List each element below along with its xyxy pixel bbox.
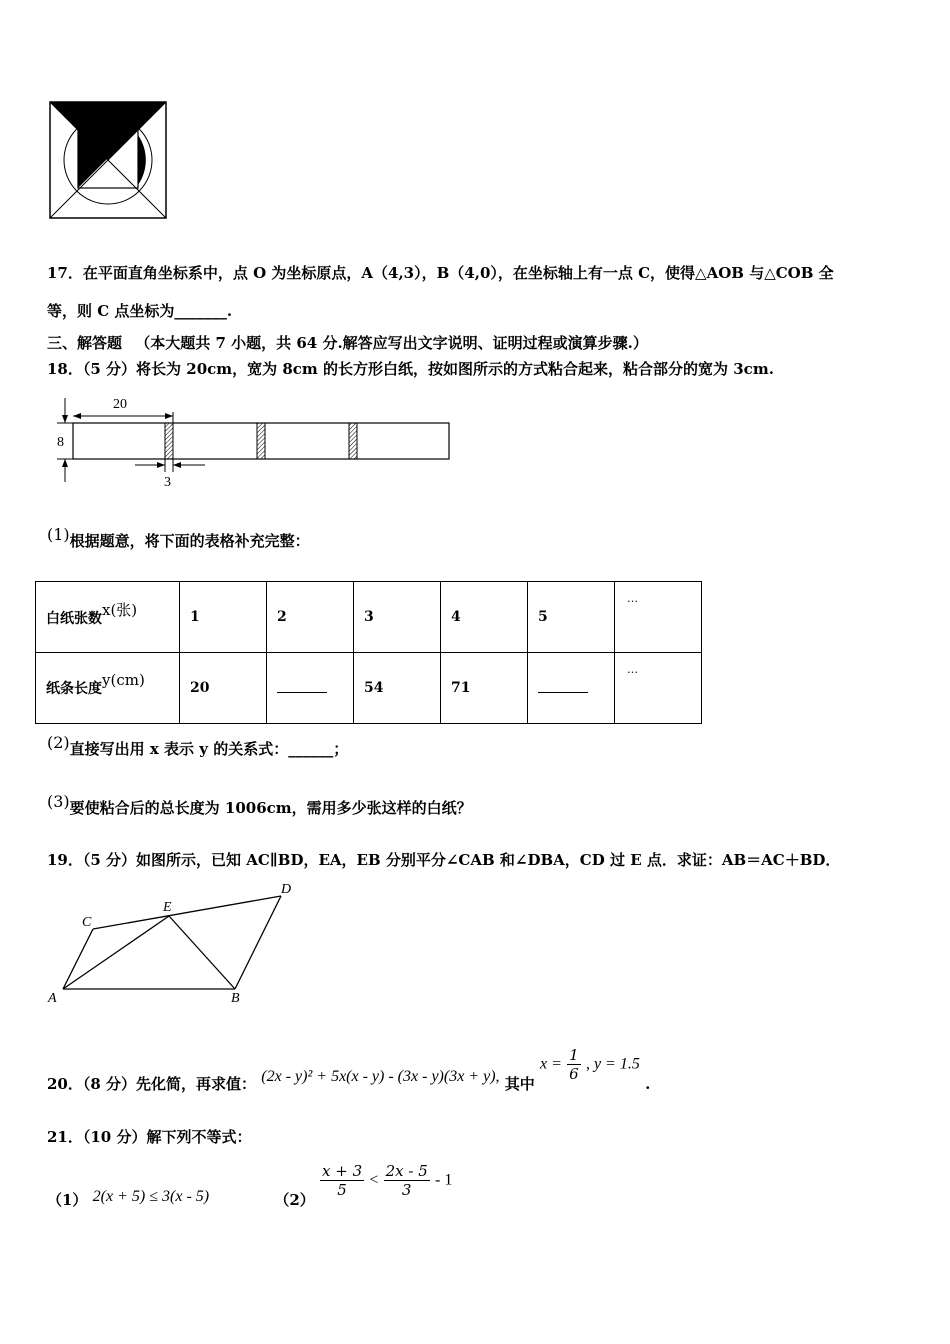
q21-tail: - 1 (435, 1171, 453, 1189)
answer-blank[interactable] (538, 680, 588, 693)
part3-text: 要使粘合后的总长度为 1006cm，需用多少张这样的白纸？ (69, 799, 472, 817)
q17-line2: 等，则 C 点坐标为_______. (47, 302, 233, 320)
q19-stem: 19．（5 分）如图所示，已知 AC∥BD，EA，EB 分别平分∠CAB 和∠DBA，CD 过 E 点．求证：AB＝AC＋BD． (47, 851, 841, 869)
q20-where: 其中 (504, 1074, 535, 1093)
width-label: 8 (57, 435, 64, 450)
q21-part2-label: （2） (274, 1190, 315, 1209)
length-label: 20 (113, 397, 127, 412)
q21-part1-expression: 2(x + 5) ≤ 3(x - 5) (92, 1187, 210, 1205)
q17-line1: 17．在平面直角坐标系中，点 O 为坐标原点，A（4,3），B（4,0），在坐标轴上有一点 C，使得△AOB 与△COB 全 (47, 264, 834, 282)
part3-number: (3) (47, 792, 70, 811)
y-cell-1: 20 (180, 653, 267, 724)
q18-part1 (47, 525, 310, 551)
row2-header: 纸条长度y(cm) (36, 653, 180, 724)
label-e: E (163, 900, 172, 915)
q20-expression: (2x - y)² + 5x(x - y) - (3x - y)(3x + y), (261, 1067, 500, 1085)
q21-part1-label: （1） (47, 1190, 88, 1209)
q18-part3 (47, 792, 472, 818)
label-b: B (231, 991, 240, 1006)
part1-number: (1) (47, 525, 70, 544)
q21-right-fraction: $\frac{2x - 5}{3}$ (385, 1162, 428, 1199)
q19-figure (45, 876, 305, 1006)
table-row (36, 653, 702, 724)
label-d: D (281, 882, 292, 897)
section-note: （本大题共 7 小题，共 64 分.解答应写出文字说明、证明过程或演算步骤.） (135, 334, 648, 352)
q21-parts (47, 1162, 453, 1209)
section-title: 三、解答题 (47, 334, 123, 352)
x-cell-2: 2 (267, 582, 354, 653)
q20-prefix: 20．（8 分）先化简，再求值： (47, 1074, 257, 1093)
row2-variable: y(cm) (102, 671, 145, 689)
q21-left-fraction: $\frac{x + 3}{5}$ (322, 1162, 363, 1199)
x-cell-4: 4 (441, 582, 528, 653)
x-cell-5: 5 (528, 582, 615, 653)
y-cell-ellipsis: … (615, 653, 702, 724)
label-c: C (82, 915, 92, 930)
row1-variable: x(张) (102, 600, 138, 619)
q20-y-condition: , y = 1.5 (585, 1055, 640, 1073)
x-cell-3: 3 (354, 582, 441, 653)
x-cell-ellipsis: … (615, 582, 702, 653)
q20-x-fraction: $\frac{1}{6}$ (569, 1046, 579, 1083)
q18-strip-figure (45, 390, 460, 490)
y-cell-2[interactable] (267, 653, 354, 724)
y-cell-5[interactable] (528, 653, 615, 724)
row1-header: 白纸张数x(张) (36, 582, 180, 653)
y-cell-4: 71 (441, 653, 528, 724)
section-3-heading (47, 332, 648, 353)
q20-x-label: x = (540, 1055, 562, 1073)
part2-text: 直接写出用 x 表示 y 的关系式：______； (69, 740, 349, 758)
y-cell-3: 54 (354, 653, 441, 724)
q18-part2 (47, 733, 349, 759)
q20-end: . (645, 1074, 651, 1093)
q21-operator: < (369, 1171, 379, 1189)
overlap-label: 3 (164, 475, 171, 490)
q18-stem: 18．（5 分）将长为 20cm，宽为 8cm 的长方形白纸，按如图所示的方式粘合起来，粘合部分的宽为 3cm. (47, 360, 774, 378)
table-row (36, 582, 702, 653)
part2-number: (2) (47, 733, 70, 752)
part1-text: 根据题意，将下面的表格补充完整： (69, 532, 310, 550)
x-cell-1: 1 (180, 582, 267, 653)
q21-stem: 21．（10 分）解下列不等式： (47, 1128, 252, 1146)
answer-blank[interactable] (277, 680, 327, 693)
label-a: A (48, 991, 57, 1006)
q18-table (35, 581, 702, 724)
q16-figure (46, 100, 170, 224)
q20 (47, 1046, 651, 1093)
